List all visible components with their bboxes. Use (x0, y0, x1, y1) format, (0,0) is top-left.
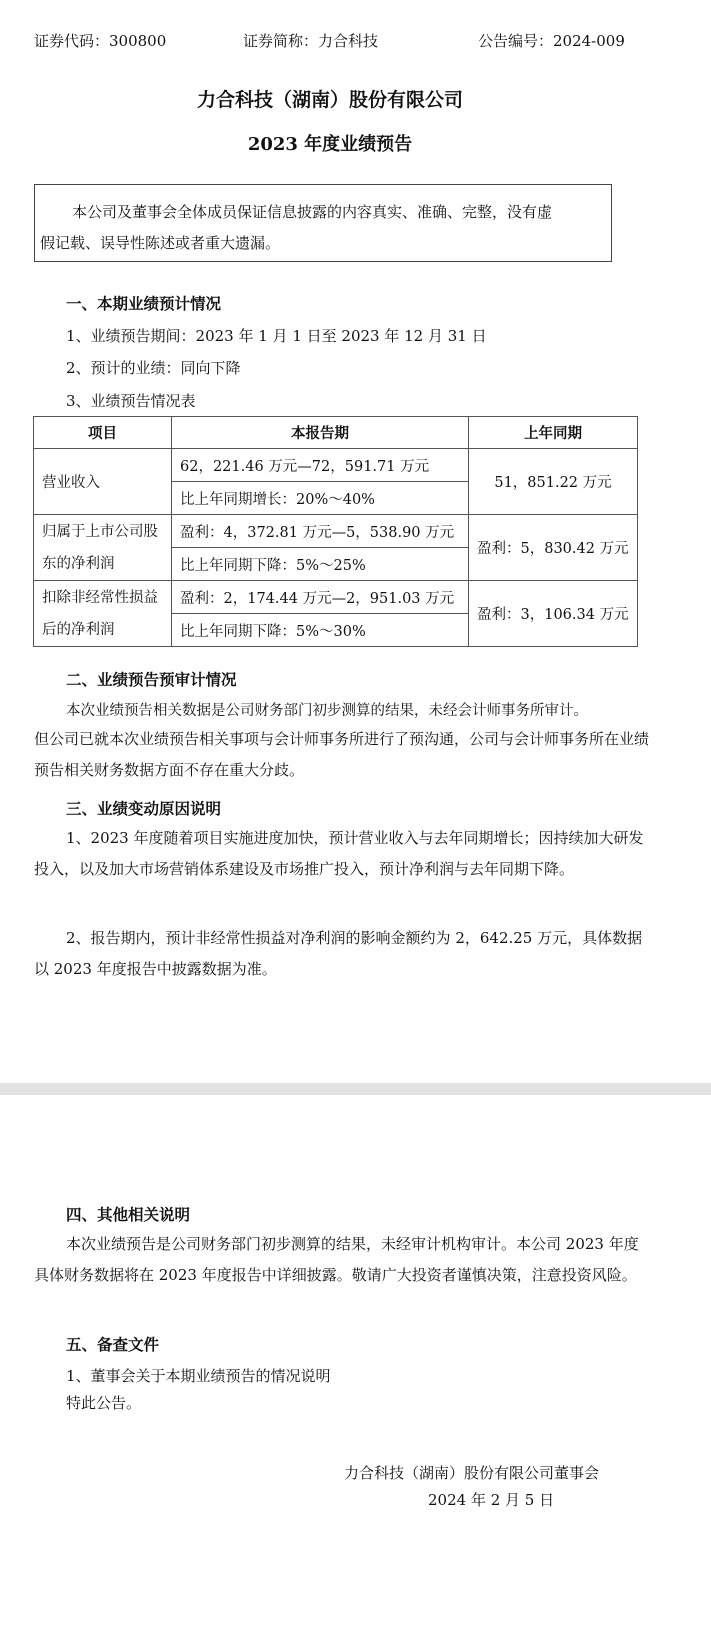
net-profit-prior: 盈利：5，830.42 万元 (469, 515, 638, 581)
net-profit-range: 盈利：4，372.81 万元—5，538.90 万元 (172, 515, 469, 548)
table-row (34, 581, 638, 614)
col-header-item: 项目 (34, 417, 172, 449)
forecast-period: 1、业绩预告期间：2023 年 1 月 1 日至 2023 年 12 月 31 日 (66, 327, 487, 345)
signature-company: 力合科技（湖南）股份有限公司董事会 (344, 1464, 600, 1482)
stock-abbreviation: 证券简称：力合科技 (243, 32, 379, 50)
section-2-first-line: 本次业绩预告相关数据是公司财务部门初步测算的结果，未经会计师事务所审计。 (66, 703, 588, 719)
section-4-body: 本次业绩预告是公司财务部门初步测算的结果，未经审计机构审计。本公司 2023 年度具体财务数据将在 2023 年度报告中详细披露。敬请广大投资者谨慎决策，注意投资风险。 (34, 1235, 639, 1284)
col-header-current: 本报告期 (172, 417, 469, 449)
company-title: 力合科技（湖南）股份有限公司 (196, 89, 463, 111)
col-header-prior: 上年同期 (469, 417, 638, 449)
net-profit-label: 归属于上市公司股东的净利润 (34, 515, 172, 581)
disclaimer-line-1: 本公司及董事会全体成员保证信息披露的内容真实、准确、完整，没有虚 (72, 203, 553, 221)
stock-code: 证券代码：300800 (34, 32, 167, 50)
net-profit-change: 比上年同期下降：5%～25% (172, 548, 469, 581)
page-break (0, 1083, 711, 1095)
section-2-body: 但公司已就本次业绩预告相关事项与会计师事务所进行了预沟通，公司与会计师事务所在业绩预告相关财务数据方面不存在重大分歧。 (34, 730, 650, 779)
document-title: 2023 年度业绩预告 (247, 134, 413, 155)
disclaimer-line-2: 假记载、误导性陈述或者重大遗漏。 (40, 234, 281, 252)
forecast-table (33, 416, 638, 647)
section-5-heading: 五、备查文件 (66, 1335, 160, 1354)
revenue-prior: 51，851.22 万元 (469, 449, 638, 515)
section-3-heading: 三、业绩变动原因说明 (66, 799, 222, 818)
section-4-heading: 四、其他相关说明 (66, 1205, 191, 1224)
section-1-heading: 一、本期业绩预计情况 (66, 294, 222, 313)
forecast-table-caption: 3、业绩预告情况表 (66, 392, 196, 410)
closing-statement: 特此公告。 (66, 1394, 142, 1412)
table-row (34, 515, 638, 548)
change-reason-2: 2、报告期内，预计非经常性损益对净利润的影响金额约为 2，642.25 万元，具体数据以 2023 年度报告中披露数据为准。 (34, 929, 643, 978)
section-2-heading: 二、业绩预告预审计情况 (66, 670, 237, 689)
revenue-change: 比上年同期增长：20%～40% (172, 482, 469, 515)
disclaimer-box (34, 184, 612, 262)
table-header-row (34, 417, 638, 449)
reference-document: 1、董事会关于本期业绩预告的情况说明 (66, 1367, 331, 1385)
change-reason-1: 1、2023 年度随着项目实施进度加快，预计营业收入与去年同期增长；因持续加大研发投入，以及加大市场营销体系建设及市场推广投入，预计净利润与去年同期下降。 (34, 829, 644, 878)
deducted-profit-label: 扣除非经常性损益后的净利润 (34, 581, 172, 647)
revenue-range: 62，221.46 万元—72，591.71 万元 (172, 449, 469, 482)
announcement-number: 公告编号：2024-009 (478, 32, 625, 50)
deducted-profit-prior: 盈利：3，106.34 万元 (469, 581, 638, 647)
signature-date: 2024 年 2 月 5 日 (428, 1491, 555, 1509)
table-row (34, 449, 638, 482)
deducted-profit-change: 比上年同期下降：5%～30% (172, 614, 469, 647)
revenue-label: 营业收入 (34, 449, 172, 515)
expected-performance: 2、预计的业绩：同向下降 (66, 359, 241, 377)
deducted-profit-range: 盈利：2，174.44 万元—2，951.03 万元 (172, 581, 469, 614)
